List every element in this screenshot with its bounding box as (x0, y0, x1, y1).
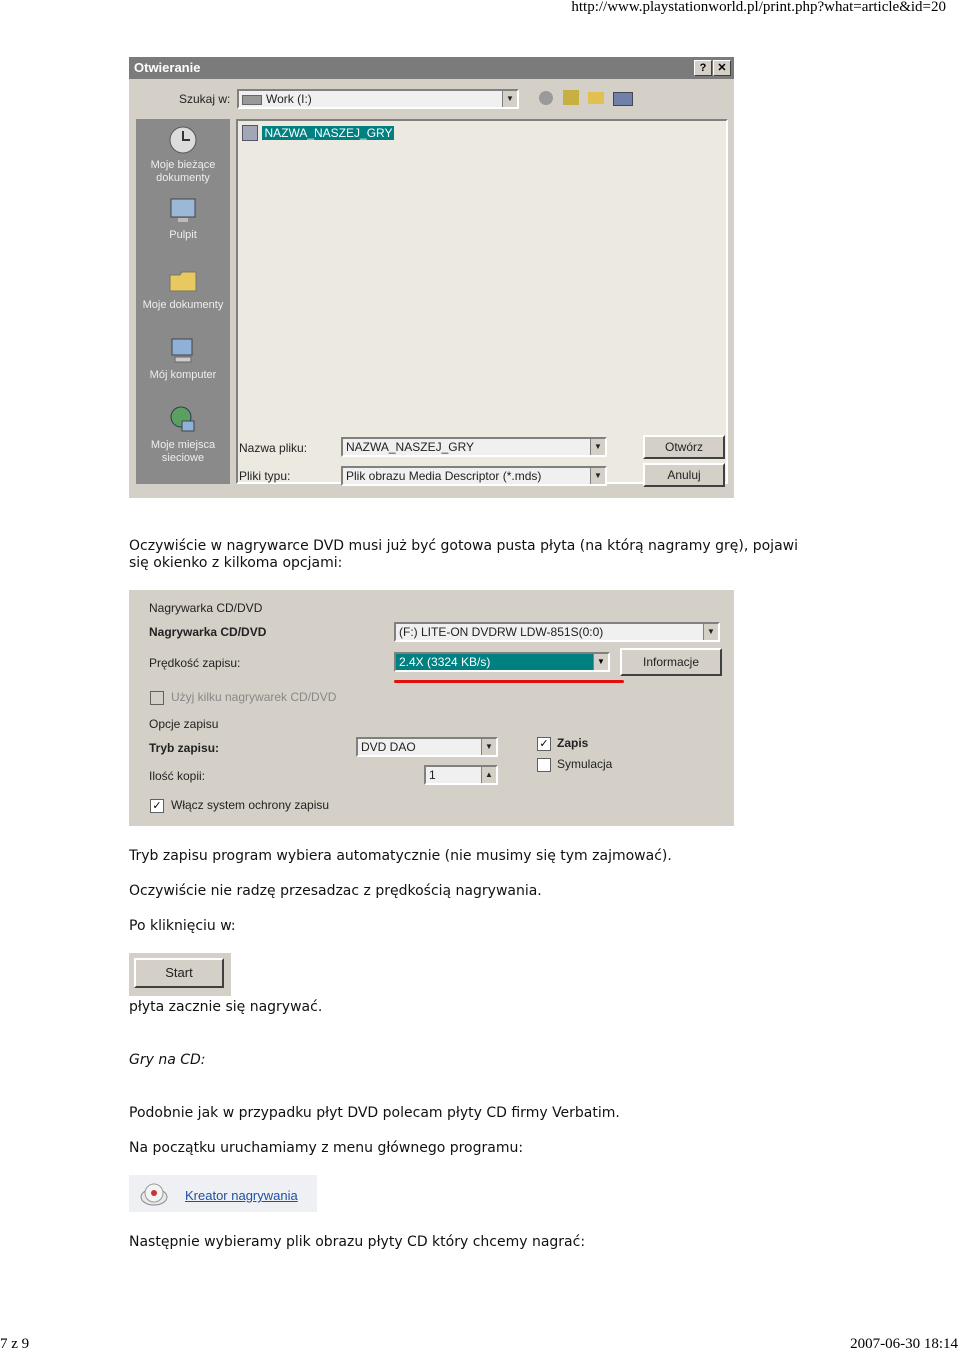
burn-settings-panel (129, 590, 734, 826)
multi-burner-label: Użyj kilku nagrywarek CD/DVD (171, 690, 337, 704)
look-in-label: Szukaj w: (179, 92, 231, 106)
info-button[interactable]: Informacje (620, 648, 722, 676)
filename-value: NAZWA_NASZEJ_GRY (346, 440, 475, 454)
desktop-icon (168, 195, 198, 225)
page-number-footer: 7 z 9 (0, 1336, 30, 1352)
burner-group-title: Nagrywarka CD/DVD (149, 601, 263, 615)
paragraph-speed: Oczywiście nie radzę przesadzac z prędkością nagrywania. (129, 883, 542, 899)
dialog-title: Otwieranie (134, 60, 201, 75)
view-menu-icon[interactable] (613, 92, 633, 106)
speed-value: 2.4X (3324 KB/s) (399, 655, 491, 669)
my-documents-icon (168, 265, 198, 295)
write-checkbox[interactable]: ✓ (537, 737, 551, 751)
drive-value: (F:) LITE-ON DVDRW LDW-851S(0:0) (399, 625, 604, 639)
datetime-footer: 2007-06-30 18:14 (850, 1336, 958, 1352)
write-mode-select[interactable] (356, 737, 498, 757)
place-recent[interactable] (136, 125, 230, 185)
simulation-checkbox[interactable] (537, 758, 551, 772)
spin-arrows-icon[interactable]: ▲ (481, 767, 496, 783)
place-label: Mój komputer (149, 369, 217, 381)
chevron-down-icon[interactable]: ▼ (481, 739, 496, 755)
up-folder-icon[interactable] (563, 90, 579, 105)
disc-burn-icon (139, 1179, 169, 1209)
network-places-icon (168, 405, 198, 435)
chevron-down-icon[interactable]: ▼ (703, 624, 718, 640)
copies-stepper[interactable] (424, 765, 498, 785)
back-icon[interactable] (539, 91, 553, 105)
help-button[interactable]: ? (694, 60, 712, 76)
look-in-select[interactable] (237, 89, 519, 109)
simulation-label: Symulacja (557, 757, 613, 771)
protection-label: Włącz system ochrony zapisu (171, 798, 330, 812)
write-options-title: Opcje zapisu (149, 717, 219, 731)
filename-input[interactable] (341, 437, 607, 457)
filetype-value: Plik obrazu Media Descriptor (*.mds) (346, 469, 542, 483)
place-network[interactable] (136, 405, 230, 465)
paragraph-intro-line1: Oczywiście w nagrywarce DVD musi już być gotowa pusta płyta (na którą nagramy grę), pojawi (129, 538, 798, 554)
close-button[interactable]: ✕ (713, 60, 731, 76)
place-desktop[interactable] (136, 195, 230, 242)
paragraph-select-image: Następnie wybieramy plik obrazu płyty CD który chcemy nagrać: (129, 1234, 586, 1250)
open-button[interactable]: Otwórz (643, 435, 725, 459)
place-label: Moje miejsca sieciowe (150, 439, 216, 464)
filetype-select[interactable] (341, 466, 607, 486)
file-item[interactable] (242, 124, 394, 142)
new-folder-icon[interactable] (588, 92, 604, 104)
write-label: Zapis (557, 736, 589, 750)
place-my-documents[interactable] (136, 265, 230, 312)
cancel-button[interactable]: Anuluj (643, 463, 725, 487)
drive-label: Nagrywarka CD/DVD (149, 625, 267, 639)
protection-checkbox[interactable]: ✓ (150, 799, 164, 813)
place-label: Moje dokumenty (142, 299, 224, 311)
open-file-dialog (129, 57, 734, 498)
write-mode-label: Tryb zapisu: (149, 741, 220, 755)
paragraph-main-menu: Na początku uruchamiamy z menu głównego programu: (129, 1140, 524, 1156)
drive-icon (242, 95, 262, 105)
look-in-value: Work (I:) (266, 92, 312, 106)
paragraph-intro-line2: się okienko z kilkoma opcjami: (129, 555, 343, 571)
paragraph-after-click: Po kliknięciu w: (129, 918, 236, 934)
my-computer-icon (168, 335, 198, 365)
write-mode-value: DVD DAO (361, 740, 416, 754)
speed-select[interactable] (394, 652, 610, 672)
chevron-down-icon[interactable]: ▼ (590, 439, 605, 455)
wizard-link-screenshot (129, 1175, 317, 1212)
file-item-label: NAZWA_NASZEJ_GRY (264, 125, 393, 140)
chevron-down-icon[interactable]: ▼ (593, 654, 608, 670)
place-label: Pulpit (169, 229, 197, 241)
start-button[interactable]: Start (134, 958, 224, 988)
disc-image-icon (242, 125, 258, 141)
page-url-header: http://www.playstationworld.pl/print.php?what=article&id=20 (571, 0, 946, 15)
chevron-down-icon[interactable]: ▼ (590, 468, 605, 484)
copies-value: 1 (429, 768, 436, 782)
recent-documents-icon (168, 125, 198, 155)
dialog-titlebar (129, 57, 734, 79)
filename-label: Nazwa pliku: (239, 441, 308, 455)
heading-cd-games: Gry na CD: (129, 1052, 206, 1068)
red-underline (394, 680, 624, 683)
multi-burner-checkbox[interactable] (150, 691, 164, 705)
wizard-link[interactable]: Kreator nagrywania (185, 1188, 298, 1203)
place-my-computer[interactable] (136, 335, 230, 382)
place-label: Moje bieżące dokumenty (150, 159, 216, 184)
filetype-label: Pliki typu: (239, 469, 291, 483)
paragraph-verbatim: Podobnie jak w przypadku płyt DVD polecam płyty CD firmy Verbatim. (129, 1105, 620, 1121)
start-button-screenshot (129, 953, 231, 996)
chevron-down-icon[interactable]: ▼ (502, 91, 517, 107)
speed-label: Prędkość zapisu: (149, 656, 241, 670)
paragraph-disc-burning: płyta zacznie się nagrywać. (129, 999, 323, 1015)
copies-label: Ilość kopii: (149, 769, 206, 783)
file-list[interactable] (236, 119, 728, 484)
places-bar (136, 119, 230, 484)
paragraph-write-mode: Tryb zapisu program wybiera automatycznie (nie musimy się tym zajmować). (129, 848, 672, 864)
drive-select[interactable] (394, 622, 720, 642)
